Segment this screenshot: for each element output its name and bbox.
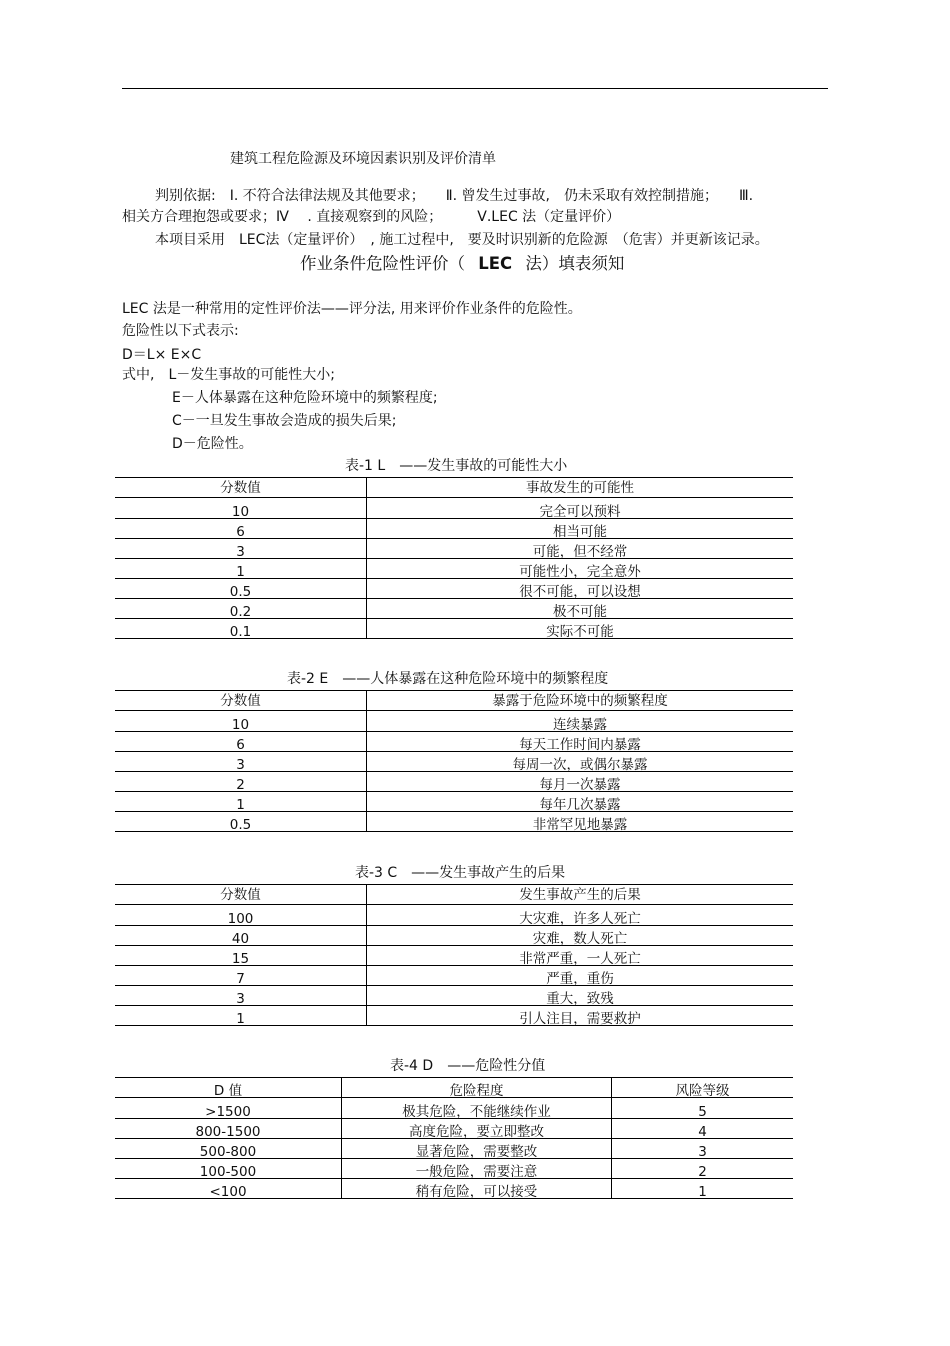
intro-paragraph: LEC 法是一种常用的定性评价法——评分法, 用来评价作业条件的危险性。 (122, 301, 582, 317)
heading-suffix: 法）填表须知 (525, 254, 625, 273)
table1-cell: 相当可能 (553, 524, 607, 540)
table3-cell: 7 (236, 971, 245, 987)
table3-cell: 非常严重，一人死亡 (519, 951, 641, 967)
table2-cell: 0.5 (229, 817, 252, 833)
basis-line-2: 相关方合理抱怨或要求；Ⅳ . 直接观察到的风险； Ⅴ.LEC 法（定量评价） (122, 209, 621, 225)
table3-caption: 表-3 C ——发生事故产生的后果 (355, 865, 566, 881)
table2-cell: 每月一次暴露 (539, 777, 621, 793)
table2 (115, 690, 793, 832)
definition-d: D－危险性。 (172, 436, 253, 452)
table4-caption: 表-4 D ——危险性分值 (390, 1058, 546, 1074)
table2-cell: 每天工作时间内暴露 (519, 737, 641, 753)
table4-header-level: 危险程度 (449, 1083, 504, 1099)
table1-caption: 表-1 L ——发生事故的可能性大小 (345, 458, 568, 474)
basis-line-1: 判别依据: Ⅰ. 不符合法律法规及其他要求； Ⅱ. 曾发生过事故, 仍未采取有效控制措施； Ⅲ. (155, 188, 754, 204)
table3-cell: 3 (236, 991, 245, 1007)
table2-cell: 连续暴露 (553, 717, 607, 733)
table3-header-desc: 发生事故产生的后果 (519, 887, 641, 903)
section-heading (300, 250, 624, 274)
table4-cell: 2 (698, 1164, 707, 1180)
table4-cell: 500-800 (199, 1144, 257, 1160)
definition-e: E－人体暴露在这种危险环境中的频繁程度; (172, 390, 438, 406)
table4-cell: 1 (698, 1184, 707, 1200)
top-rule (122, 88, 828, 89)
table3-cell: 1 (236, 1011, 245, 1027)
table3-cell: 100 (227, 911, 254, 927)
table3-cell: 40 (231, 931, 250, 947)
table3-cell: 灾难，数人死亡 (532, 931, 628, 947)
table2-cell: 2 (236, 777, 245, 793)
table3-cell: 严重，重伤 (546, 971, 614, 987)
table2-header-score: 分数值 (220, 693, 261, 709)
table4 (115, 1077, 793, 1199)
table1-cell: 0.5 (229, 584, 252, 600)
document-title: 建筑工程危险源及环境因素识别及评价清单 (230, 151, 496, 167)
table4-cell: <100 (209, 1184, 247, 1200)
table1-header-desc: 事故发生的可能性 (526, 480, 634, 496)
table4-cell: >1500 (205, 1104, 251, 1120)
table3-cell: 15 (231, 951, 250, 967)
table2-cell: 6 (236, 737, 245, 753)
table4-cell: 稍有危险，可以接受 (415, 1184, 538, 1200)
table1 (115, 477, 793, 639)
table1-cell: 0.1 (229, 624, 252, 640)
table4-cell: 显著危险，需要整改 (415, 1144, 538, 1160)
table1-cell: 3 (236, 544, 245, 560)
formula: D＝L× E×C (122, 347, 202, 363)
table1-cell: 极不可能 (553, 604, 607, 620)
table1-cell: 可能性小，完全意外 (519, 564, 641, 580)
table3-header-score: 分数值 (220, 887, 261, 903)
table4-header-d: D 值 (213, 1083, 243, 1099)
table4-cell: 极其危险，不能继续作业 (402, 1104, 551, 1120)
table3 (115, 884, 793, 1026)
table1-cell: 很不可能，可以设想 (519, 584, 641, 600)
table1-cell: 完全可以预料 (539, 504, 621, 520)
table4-cell: 5 (698, 1104, 707, 1120)
table3-cell: 大灾难，许多人死亡 (519, 911, 641, 927)
table1-cell: 6 (236, 524, 245, 540)
table4-cell: 4 (698, 1124, 707, 1140)
table2-header-desc: 暴露于危险环境中的频繁程度 (492, 693, 668, 709)
table4-header-grade: 风险等级 (675, 1083, 730, 1099)
basis-line-3: 本项目采用 LEC法（定量评价） , 施工过程中, 要及时识别新的危险源 （危害）并更新该记录。 (155, 232, 769, 248)
table4-cell: 3 (698, 1144, 707, 1160)
table4-cell: 800-1500 (195, 1124, 261, 1140)
table2-cell: 每周一次，或偶尔暴露 (512, 757, 648, 773)
table1-cell: 可能，但不经常 (532, 544, 628, 560)
table4-cell: 高度危险，要立即整改 (409, 1124, 544, 1140)
definition-l: 式中, L－发生事故的可能性大小; (122, 367, 335, 383)
table2-cell: 10 (231, 717, 250, 733)
table2-cell: 1 (236, 797, 245, 813)
heading-prefix: 作业条件危险性评价（ (300, 254, 465, 273)
table1-cell: 1 (236, 564, 245, 580)
table4-cell: 一般危险，需要注意 (415, 1164, 538, 1180)
table2-cell: 非常罕见地暴露 (532, 817, 628, 833)
table3-cell: 重大，致残 (546, 991, 614, 1007)
table1-cell: 10 (231, 504, 250, 520)
table3-cell: 引人注目，需要救护 (519, 1011, 641, 1027)
heading-bold: LEC (478, 254, 513, 273)
table4-cell: 100-500 (199, 1164, 257, 1180)
definition-c: C－一旦发生事故会造成的损失后果; (172, 413, 397, 429)
table1-header-score: 分数值 (220, 480, 261, 496)
intro-formula-lead: 危险性以下式表示: (122, 323, 239, 339)
table1-cell: 0.2 (229, 604, 252, 620)
table1-cell: 实际不可能 (546, 624, 614, 640)
table2-caption: 表-2 E ——人体暴露在这种危险环境中的频繁程度 (287, 671, 609, 687)
table2-cell: 3 (236, 757, 245, 773)
table2-cell: 每年几次暴露 (539, 797, 621, 813)
